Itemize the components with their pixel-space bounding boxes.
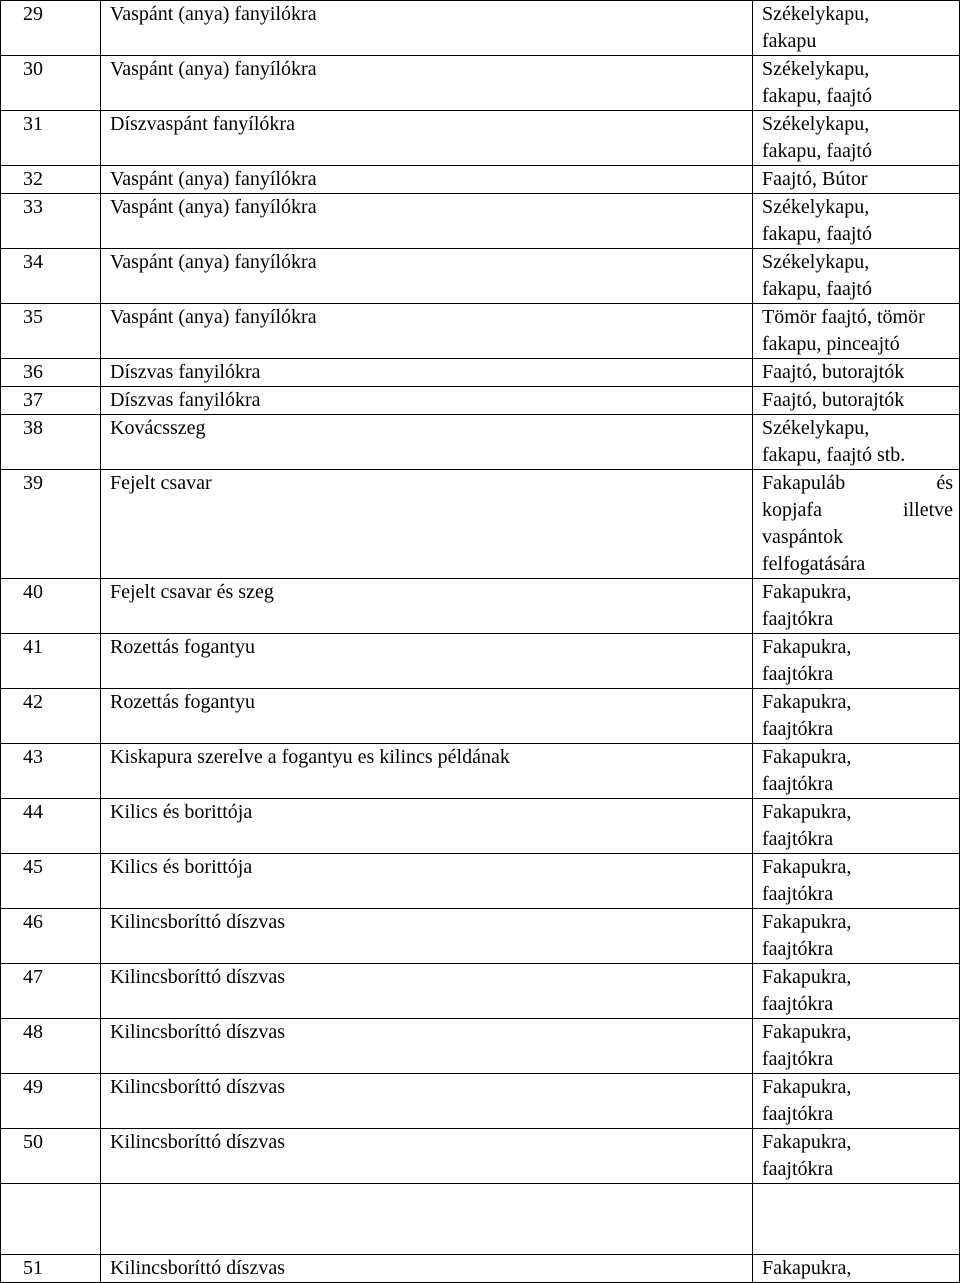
item-usage bbox=[753, 634, 960, 689]
item-usage-line: faajtókra bbox=[762, 828, 834, 850]
table-row-empty bbox=[1, 1184, 960, 1255]
table-row bbox=[1, 194, 960, 249]
item-usage bbox=[753, 799, 960, 854]
item-number: 29 bbox=[1, 1, 101, 56]
item-usage-line: felfogatására bbox=[762, 553, 866, 575]
item-usage bbox=[753, 111, 960, 166]
item-usage bbox=[753, 1074, 960, 1129]
item-usage-line: faajtókra bbox=[762, 1103, 834, 1125]
item-usage-line: Székelykapu, bbox=[762, 196, 870, 218]
item-usage-line: faajtókra bbox=[762, 773, 834, 795]
item-usage bbox=[753, 470, 960, 579]
item-usage bbox=[753, 415, 960, 470]
table-row bbox=[1, 799, 960, 854]
item-usage bbox=[753, 166, 960, 194]
item-usage-line: Székelykapu, bbox=[762, 113, 870, 135]
item-usage-line: Fakapukra, bbox=[762, 856, 852, 878]
item-description: Vaspánt (anya) fanyílókra bbox=[101, 194, 753, 249]
table-row bbox=[1, 744, 960, 799]
table-row bbox=[1, 1019, 960, 1074]
item-description: Vaspánt (anya) fanyílókra bbox=[101, 249, 753, 304]
item-number bbox=[1, 1184, 101, 1255]
item-usage-line: fakapu, faajtó bbox=[762, 140, 872, 162]
item-number: 34 bbox=[1, 249, 101, 304]
item-description: Kilincsboríttó díszvas bbox=[101, 1019, 753, 1074]
item-number: 36 bbox=[1, 359, 101, 387]
item-number: 42 bbox=[1, 689, 101, 744]
item-usage-line: faajtókra bbox=[762, 1158, 834, 1180]
item-description: Kilincsboríttó díszvas bbox=[101, 964, 753, 1019]
item-number: 49 bbox=[1, 1074, 101, 1129]
item-description: Kovácsszeg bbox=[101, 415, 753, 470]
item-number: 35 bbox=[1, 304, 101, 359]
item-usage-line: faajtókra bbox=[762, 663, 834, 685]
item-usage-line: Fakapukra, bbox=[762, 801, 852, 823]
item-description: Fejelt csavar és szeg bbox=[101, 579, 753, 634]
item-description bbox=[101, 1184, 753, 1255]
table-row bbox=[1, 1255, 960, 1283]
table-row bbox=[1, 689, 960, 744]
item-number: 45 bbox=[1, 854, 101, 909]
item-usage bbox=[753, 1129, 960, 1184]
table-row bbox=[1, 387, 960, 415]
table-row bbox=[1, 579, 960, 634]
item-usage-line: Fakapukra, bbox=[762, 966, 852, 988]
item-number: 31 bbox=[1, 111, 101, 166]
item-description: Vaspánt (anya) fanyílókra bbox=[101, 166, 753, 194]
item-description: Vaspánt (anya) fanyílókra bbox=[101, 304, 753, 359]
item-usage-line: Fakapukra, bbox=[762, 1021, 852, 1043]
item-usage bbox=[753, 387, 960, 415]
item-description: Rozettás fogantyu bbox=[101, 689, 753, 744]
table-row bbox=[1, 166, 960, 194]
item-usage bbox=[753, 744, 960, 799]
item-description: Díszvas fanyilókra bbox=[101, 359, 753, 387]
item-usage bbox=[753, 304, 960, 359]
item-usage bbox=[753, 964, 960, 1019]
item-usage-line: fakapu bbox=[762, 30, 817, 52]
item-usage-line: fakapu, faajtó stb. bbox=[762, 444, 906, 466]
item-number: 39 bbox=[1, 470, 101, 579]
item-usage bbox=[753, 909, 960, 964]
item-number: 43 bbox=[1, 744, 101, 799]
item-usage bbox=[753, 194, 960, 249]
item-description: Díszvaspánt fanyílókra bbox=[101, 111, 753, 166]
item-description: Vaspánt (anya) fanyílókra bbox=[101, 56, 753, 111]
item-usage-line: Fakapukra, bbox=[762, 746, 852, 768]
item-description: Kilincsboríttó díszvas bbox=[101, 1255, 753, 1283]
item-usage-line: Fakapukra, bbox=[762, 636, 852, 658]
item-description: Kilincsboríttó díszvas bbox=[101, 909, 753, 964]
item-usage-line: fakapu, faajtó bbox=[762, 223, 872, 245]
item-number: 51 bbox=[1, 1255, 101, 1283]
item-description: Kilincsboríttó díszvas bbox=[101, 1074, 753, 1129]
item-usage bbox=[753, 579, 960, 634]
item-number: 50 bbox=[1, 1129, 101, 1184]
item-number: 41 bbox=[1, 634, 101, 689]
item-description: Kilincsboríttó díszvas bbox=[101, 1129, 753, 1184]
item-usage bbox=[753, 1184, 960, 1255]
item-usage-line: Tömör faajtó, tömör bbox=[762, 306, 925, 328]
item-description: Kiskapura szerelve a fogantyu es kilincs példának bbox=[101, 744, 753, 799]
item-number: 33 bbox=[1, 194, 101, 249]
item-description: Fejelt csavar bbox=[101, 470, 753, 579]
table-row bbox=[1, 359, 960, 387]
item-usage-line: kopjafa illetve bbox=[762, 499, 953, 521]
item-description: Díszvas fanyilókra bbox=[101, 387, 753, 415]
item-number: 48 bbox=[1, 1019, 101, 1074]
item-usage-line: Székelykapu, bbox=[762, 3, 870, 25]
item-usage-line: Székelykapu, bbox=[762, 58, 870, 80]
items-table-body bbox=[1, 1, 960, 1283]
item-usage-line: fakapu, faajtó bbox=[762, 85, 872, 107]
item-number: 46 bbox=[1, 909, 101, 964]
item-usage bbox=[753, 1, 960, 56]
item-number: 30 bbox=[1, 56, 101, 111]
table-row bbox=[1, 964, 960, 1019]
item-usage-line: faajtókra bbox=[762, 883, 834, 905]
item-usage-line: Fakapukra, bbox=[762, 1131, 852, 1153]
item-usage-line: Fakapukra, bbox=[762, 1257, 852, 1279]
item-usage bbox=[753, 1019, 960, 1074]
table-row bbox=[1, 854, 960, 909]
item-usage-line: Székelykapu, bbox=[762, 417, 870, 439]
item-usage-line: Fakapukra, bbox=[762, 691, 852, 713]
item-description: Kilics és borittója bbox=[101, 854, 753, 909]
item-usage bbox=[753, 56, 960, 111]
item-usage-line: Fakapukra, bbox=[762, 581, 852, 603]
item-usage-line: faajtókra bbox=[762, 938, 834, 960]
item-number: 37 bbox=[1, 387, 101, 415]
item-usage-line: Faajtó, butorajtók bbox=[762, 361, 905, 383]
item-description: Rozettás fogantyu bbox=[101, 634, 753, 689]
table-row bbox=[1, 304, 960, 359]
table-row bbox=[1, 470, 960, 579]
item-usage-line: vaspántok bbox=[762, 526, 844, 548]
item-usage-line: Fakapuláb és bbox=[762, 472, 953, 494]
table-row bbox=[1, 111, 960, 166]
table-row bbox=[1, 56, 960, 111]
item-description: Vaspánt (anya) fanyilókra bbox=[101, 1, 753, 56]
item-usage-line: faajtókra bbox=[762, 718, 834, 740]
item-usage bbox=[753, 249, 960, 304]
item-usage-line: Székelykapu, bbox=[762, 251, 870, 273]
table-row bbox=[1, 415, 960, 470]
item-usage bbox=[753, 689, 960, 744]
item-number: 40 bbox=[1, 579, 101, 634]
item-number: 47 bbox=[1, 964, 101, 1019]
item-usage-line: faajtókra bbox=[762, 608, 834, 630]
item-number: 38 bbox=[1, 415, 101, 470]
item-usage-line: Faajtó, butorajtók bbox=[762, 389, 905, 411]
item-usage bbox=[753, 359, 960, 387]
table-row bbox=[1, 909, 960, 964]
item-number: 44 bbox=[1, 799, 101, 854]
item-usage-line: Faajtó, Bútor bbox=[762, 168, 868, 190]
item-usage-line: fakapu, pinceajtó bbox=[762, 333, 900, 355]
item-usage-line: faajtókra bbox=[762, 1048, 834, 1070]
table-row bbox=[1, 249, 960, 304]
item-usage bbox=[753, 854, 960, 909]
item-usage-line: Fakapukra, bbox=[762, 911, 852, 933]
item-usage-line: faajtókra bbox=[762, 993, 834, 1015]
item-usage bbox=[753, 1255, 960, 1283]
item-number: 32 bbox=[1, 166, 101, 194]
item-usage-line: Fakapukra, bbox=[762, 1076, 852, 1098]
table-row bbox=[1, 1074, 960, 1129]
item-description: Kilics és borittója bbox=[101, 799, 753, 854]
table-row bbox=[1, 634, 960, 689]
table-row bbox=[1, 1129, 960, 1184]
item-usage-line: fakapu, faajtó bbox=[762, 278, 872, 300]
table-row bbox=[1, 1, 960, 56]
